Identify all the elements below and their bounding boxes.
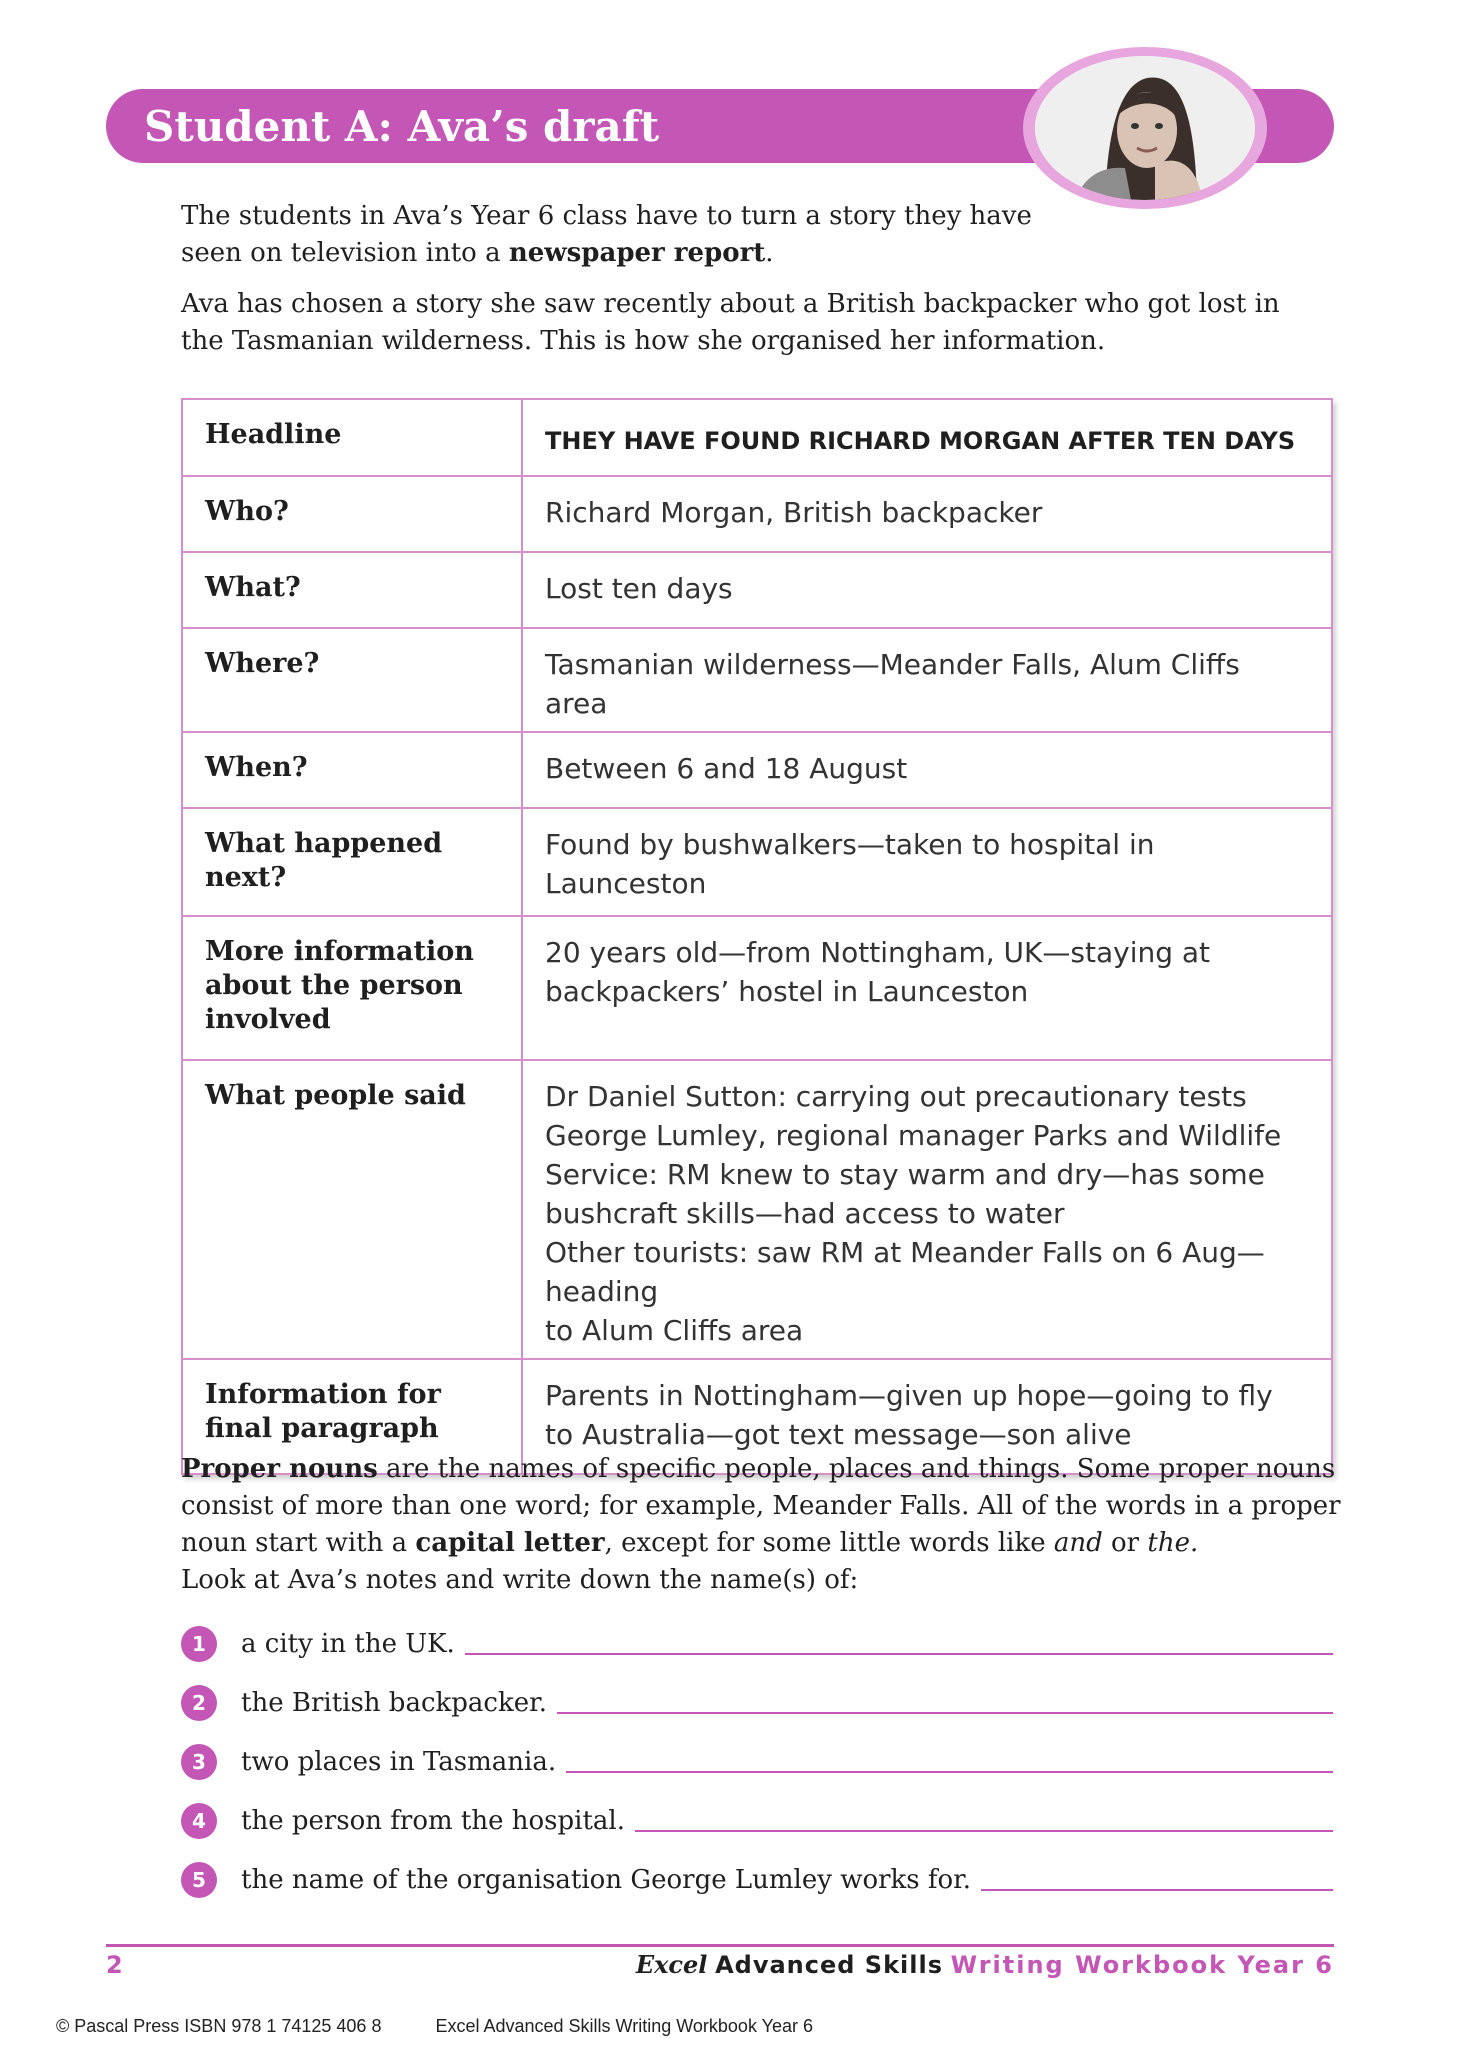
- proper-nouns-text: or: [1102, 1528, 1148, 1558]
- footer-book-title: [636, 1950, 1334, 1979]
- page-number: 2: [106, 1951, 123, 1979]
- row-label: When?: [182, 732, 522, 808]
- quote-line: Service: RM knew to stay warm and dry—has some: [545, 1158, 1265, 1191]
- intro-bold: newspaper report: [508, 238, 766, 268]
- proper-nouns-text: , except for some little words like: [604, 1528, 1054, 1558]
- isbn-text: © Pascal Press ISBN 978 1 74125 406 8: [56, 2016, 382, 2036]
- table-row: [182, 732, 1332, 808]
- quote-line: George Lumley, regional manager Parks and Wildlife: [545, 1119, 1282, 1152]
- question-3: [181, 1744, 1333, 1780]
- question-number-badge: 5: [181, 1862, 217, 1898]
- book-name: Writing Workbook Year 6: [950, 1951, 1334, 1979]
- row-value: THEY HAVE FOUND RICHARD MORGAN AFTER TEN DAYS: [522, 399, 1332, 476]
- intro-text: The students in Ava’s Year 6 class have to turn a story they have seen on television into a: [181, 201, 1032, 268]
- table-row: [182, 916, 1332, 1060]
- question-text: two places in Tasmania.: [241, 1747, 557, 1777]
- intro-paragraph-1: [181, 198, 1061, 272]
- row-label: Information for final paragraph: [182, 1359, 522, 1474]
- question-text: the British backpacker.: [241, 1688, 547, 1718]
- capital-letter-term: capital letter: [415, 1528, 605, 1558]
- intro-paragraph-2: Ava has chosen a story she saw recently about a British backpacker who got lost in the Tasmanian wilderness. This is how she organised her information.: [181, 289, 1280, 356]
- question-number-badge: 3: [181, 1744, 217, 1780]
- series-name: Advanced Skills: [715, 1951, 943, 1979]
- row-label: Headline: [182, 399, 522, 476]
- proper-nouns-term: Proper nouns: [181, 1454, 378, 1484]
- row-label: Where?: [182, 628, 522, 732]
- table-row: [182, 399, 1332, 476]
- answer-line[interactable]: [465, 1633, 1333, 1655]
- table-row: [182, 628, 1332, 732]
- footer-divider: [106, 1944, 1334, 1947]
- brand-name: Excel: [635, 1950, 708, 1979]
- question-5: [181, 1862, 1333, 1898]
- row-value: Tasmanian wilderness—Meander Falls, Alum Cliffs area: [522, 628, 1332, 732]
- row-value: Found by bushwalkers—taken to hospital in Launceston: [522, 808, 1332, 916]
- table-row: [182, 476, 1332, 552]
- row-value: 20 years old—from Nottingham, UK—staying at backpackers’ hostel in Launceston: [522, 916, 1332, 1060]
- question-4: [181, 1803, 1333, 1839]
- quote-line: Dr Daniel Sutton: carrying out precautionary tests: [545, 1080, 1247, 1113]
- example-word-and: and: [1053, 1528, 1103, 1558]
- row-label: What people said: [182, 1060, 522, 1359]
- quote-line: Other tourists: saw RM at Meander Falls on 6 Aug—heading: [545, 1236, 1265, 1308]
- row-value: [522, 1060, 1332, 1359]
- story-planning-table: [181, 398, 1333, 1475]
- answer-line[interactable]: [635, 1810, 1333, 1832]
- question-number-badge: 2: [181, 1685, 217, 1721]
- page-title: Student A: Ava’s draft: [144, 102, 660, 151]
- intro-end: .: [765, 238, 774, 268]
- question-number-badge: 4: [181, 1803, 217, 1839]
- row-label: More information about the person involved: [182, 916, 522, 1060]
- row-value: Richard Morgan, British backpacker: [522, 476, 1332, 552]
- question-number-badge: 1: [181, 1626, 217, 1662]
- quote-line: to Alum Cliffs area: [545, 1314, 804, 1347]
- proper-nouns-text: are the names of specific people, places and things. Some proper nouns consist of more than one word; for example, Meander Falls. All of the words in a proper noun start with a: [181, 1454, 1341, 1558]
- question-text: the person from the hospital.: [241, 1806, 626, 1836]
- table-row: [182, 1060, 1332, 1359]
- question-1: [181, 1626, 1333, 1662]
- answer-line[interactable]: [557, 1692, 1333, 1714]
- quote-line: bushcraft skills—had access to water: [545, 1197, 1065, 1230]
- answer-line[interactable]: [981, 1869, 1333, 1891]
- copyright-line: [56, 2016, 813, 2037]
- row-value: Parents in Nottingham—given up hope—going to fly to Australia—got text message—son alive: [522, 1359, 1332, 1474]
- example-word-the: the.: [1147, 1528, 1199, 1558]
- table-row: [182, 808, 1332, 916]
- row-label: What?: [182, 552, 522, 628]
- table-row: [182, 552, 1332, 628]
- row-value: Lost ten days: [522, 552, 1332, 628]
- question-text: the name of the organisation George Lumley works for.: [241, 1865, 972, 1895]
- student-portrait-icon: [1035, 56, 1255, 200]
- instruction-text: Look at Ava’s notes and write down the name(s) of:: [181, 1565, 859, 1595]
- question-2: [181, 1685, 1333, 1721]
- row-value: Between 6 and 18 August: [522, 732, 1332, 808]
- row-label: What happened next?: [182, 808, 522, 916]
- row-label: Who?: [182, 476, 522, 552]
- answer-line[interactable]: [566, 1751, 1333, 1773]
- book-full-title: Excel Advanced Skills Writing Workbook Year 6: [435, 2016, 813, 2036]
- question-text: a city in the UK.: [241, 1629, 455, 1659]
- proper-nouns-paragraph: [181, 1451, 1341, 1599]
